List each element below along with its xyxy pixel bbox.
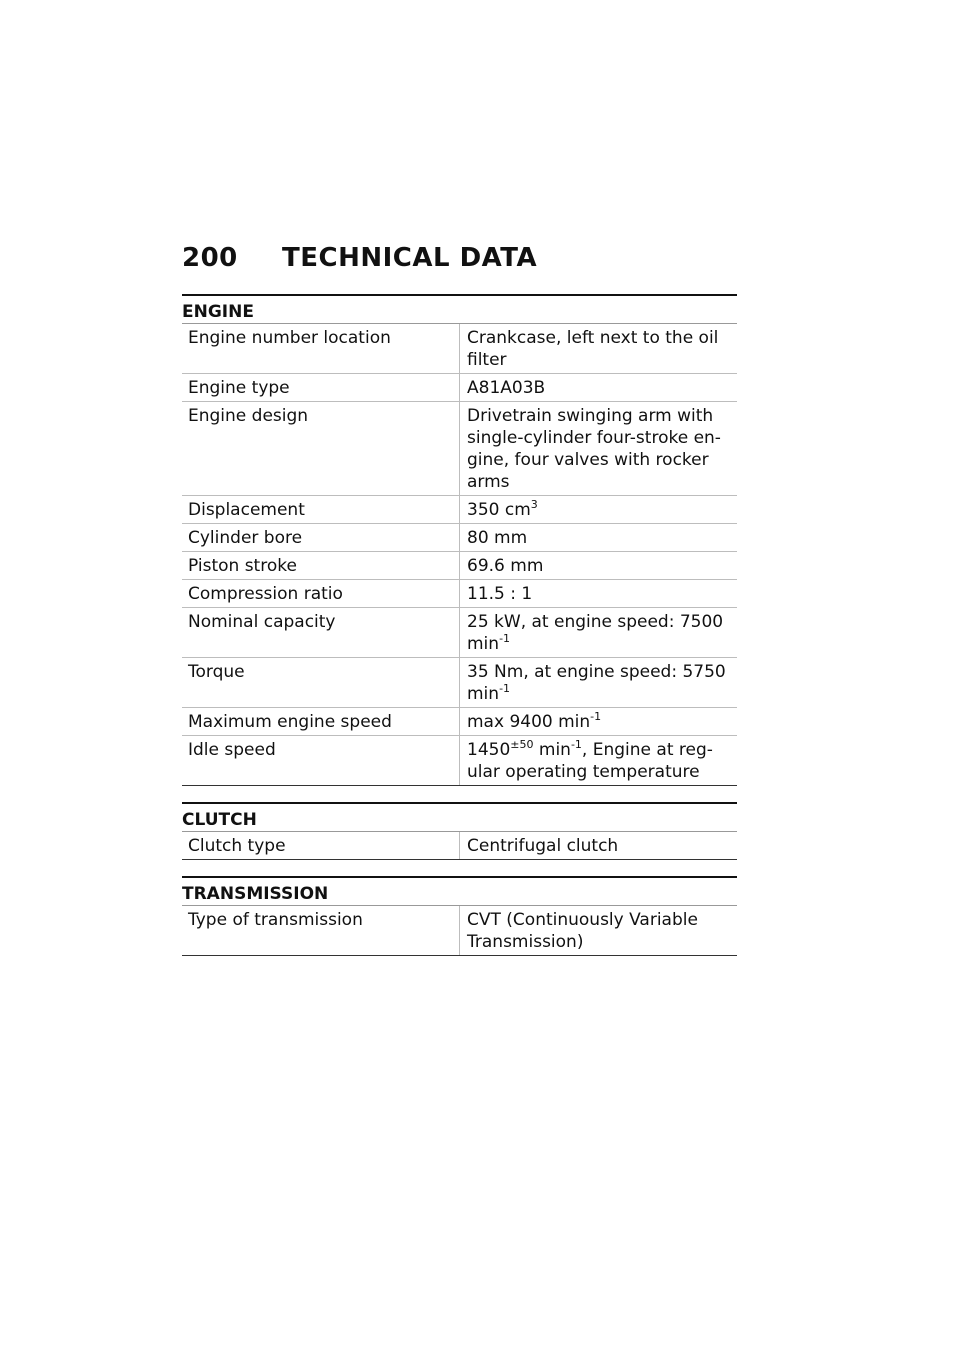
clutch-section-title: CLUTCH (182, 804, 737, 832)
spec-value (460, 708, 738, 736)
table-row (182, 324, 737, 374)
spec-value-superscript: 3 (530, 498, 538, 511)
spec-label: Engine type (182, 374, 460, 402)
transmission-section (182, 876, 737, 956)
spec-value-superscript: ±50 (510, 738, 534, 751)
table-row (182, 658, 737, 708)
spec-value: 69.6 mm (460, 552, 738, 580)
engine-spec-table (182, 324, 737, 786)
spec-value (460, 608, 738, 658)
spec-value: CVT (Continuously Variable Transmission) (460, 906, 738, 956)
spec-value-text: 35 Nm, at engine speed: 5750 min (467, 662, 726, 704)
spec-label: Clutch type (182, 832, 460, 860)
table-row (182, 608, 737, 658)
spec-value: 11.5 : 1 (460, 580, 738, 608)
spec-value-text: 25 kW, at engine speed: 7500 min (467, 612, 724, 654)
table-row (182, 832, 737, 860)
spec-value-text: min (533, 740, 571, 760)
spec-label: Nominal capacity (182, 608, 460, 658)
spec-label: Compression ratio (182, 580, 460, 608)
table-row (182, 496, 737, 524)
spec-value-superscript: -1 (570, 738, 582, 751)
spec-value: A81A03B (460, 374, 738, 402)
technical-data-content (182, 294, 737, 956)
spec-value: Drivetrain swinging arm with single-cylinder four-stroke en-gine, four valves with rocker arms (460, 402, 738, 496)
spec-value-superscript: -1 (499, 632, 511, 645)
spec-value (460, 496, 738, 524)
page-title: TECHNICAL DATA (282, 243, 538, 273)
table-row (182, 402, 737, 496)
spec-value: 80 mm (460, 524, 738, 552)
section-gap (182, 860, 737, 876)
spec-label: Displacement (182, 496, 460, 524)
table-row (182, 374, 737, 402)
spec-value-text: max 9400 min (467, 712, 591, 732)
spec-value-text: , Engine at reg-ular operating temperature (467, 740, 713, 782)
clutch-spec-table (182, 832, 737, 860)
spec-label: Torque (182, 658, 460, 708)
transmission-section-title: TRANSMISSION (182, 878, 737, 906)
table-row (182, 736, 737, 786)
spec-label: Engine number location (182, 324, 460, 374)
page-header (182, 243, 537, 273)
page-number: 200 (182, 243, 238, 273)
table-row (182, 708, 737, 736)
spec-value-superscript: -1 (499, 682, 511, 695)
spec-label: Type of transmission (182, 906, 460, 956)
clutch-section (182, 802, 737, 860)
spec-value-text: 1450 (467, 740, 511, 760)
spec-label: Piston stroke (182, 552, 460, 580)
section-gap (182, 786, 737, 802)
spec-value: Crankcase, left next to the oil filter (460, 324, 738, 374)
spec-label: Idle speed (182, 736, 460, 786)
spec-value (460, 658, 738, 708)
table-row (182, 580, 737, 608)
spec-label: Maximum engine speed (182, 708, 460, 736)
spec-label: Cylinder bore (182, 524, 460, 552)
spec-value: Centrifugal clutch (460, 832, 738, 860)
table-row (182, 524, 737, 552)
spec-value (460, 736, 738, 786)
spec-value-superscript: -1 (590, 710, 602, 723)
engine-section-title: ENGINE (182, 296, 737, 324)
spec-label: Engine design (182, 402, 460, 496)
table-row (182, 552, 737, 580)
spec-value-text: 350 cm (467, 500, 531, 520)
table-row (182, 906, 737, 956)
transmission-spec-table (182, 906, 737, 956)
engine-section (182, 294, 737, 786)
